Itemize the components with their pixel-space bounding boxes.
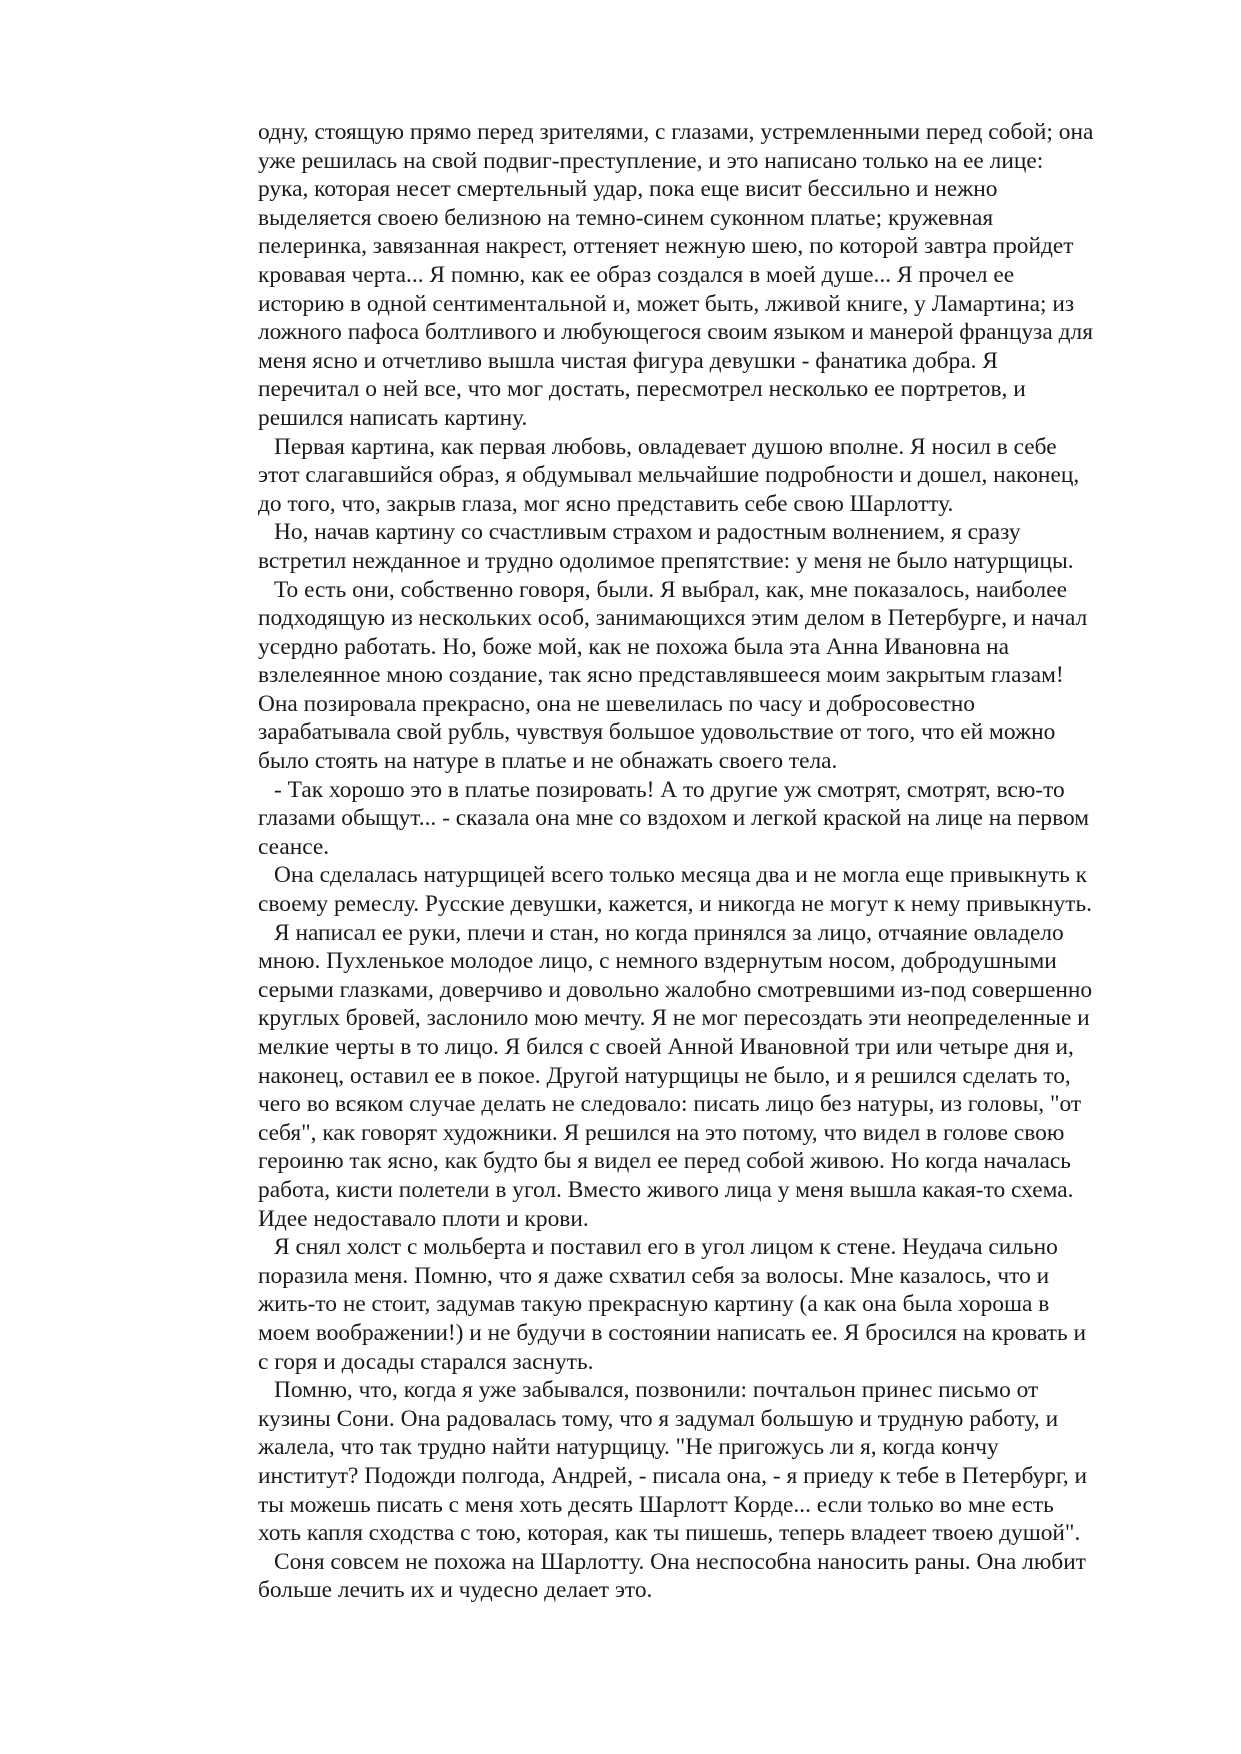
text-line: ты можешь писать с меня хоть десять Шарлотт Корде... если только во мне есть	[258, 1491, 1054, 1518]
text-line: мною. Пухленькое молодое лицо, с немного вздернутым носом, добродушными	[258, 948, 1057, 975]
text-line: этот слагавшийся образ, я обдумывал мельчайшие подробности и дошел, наконец,	[258, 462, 1080, 489]
text-line: кузины Сони. Она радовалась тому, что я задумал большую и трудную работу, и	[258, 1405, 1059, 1432]
paragraph-first-line: Я написал ее руки, плечи и стан, но когда принялся за лицо, отчаяние овладело	[274, 919, 1064, 946]
paragraph-first-line: Я снял холст с мольберта и поставил его в угол лицом к стене. Неудача сильно	[274, 1234, 1058, 1261]
text-line: усердно работать. Но, боже мой, как не похожа была эта Анна Ивановна на	[258, 633, 1010, 660]
paragraph-first-line: Помню, что, когда я уже забывался, позвонили: почтальон принес письмо от	[274, 1377, 1039, 1404]
text-line: историю в одной сентиментальной и, может быть, лживой книге, у Ламартина; из	[258, 290, 1075, 317]
text-line: одну, стоящую прямо перед зрителями, с глазами, устремленными перед собой; она	[258, 119, 1094, 145]
text-line: моем воображении!) и не будучи в состоянии написать ее. Я бросился на кровать и	[258, 1319, 1087, 1346]
text-line: меня ясно и отчетливо вышла чистая фигура девушки - фанатика добра. Я	[258, 347, 998, 374]
text-line: своему ремеслу. Русские девушки, кажется, и никогда не могут к нему привыкнуть.	[258, 891, 1092, 918]
text-line: перечитал о ней все, что мог достать, пересмотрел несколько ее портретов, и	[258, 376, 1026, 403]
text-line: зарабатывала свой рубль, чувствуя большое удовольствие от того, что ей можно	[258, 719, 1056, 746]
text-line: больше лечить их и чудесно делает это.	[258, 1577, 653, 1604]
paragraph-first-line: Она сделалась натурщицей всего только месяца два и не могла еще привыкнуть к	[274, 862, 1088, 889]
text-line: выделяется своею белизною на темно-синем суконном платье; кружевная	[258, 204, 994, 231]
text-line: было стоять на натуре в платье и не обнажать своего тела.	[258, 748, 838, 775]
text-line: поразила меня. Помню, что я даже схватил себя за волосы. Мне казалось, что и	[258, 1262, 1050, 1289]
text-line: круглых бровей, заслонило мою мечту. Я не мог пересоздать эти неопределенные и	[258, 1005, 1090, 1032]
text-line: серыми глазками, доверчиво и довольно жалобно смотревшими из-под совершенно	[258, 976, 1093, 1003]
paragraph-first-line: Соня совсем не похожа на Шарлотту. Она неспособна наносить раны. Она любит	[274, 1548, 1086, 1575]
text-line: уже решилась на свой подвиг-преступление, и это написано только на ее лице:	[258, 147, 1044, 174]
text-line: с горя и досады старался заснуть.	[258, 1348, 594, 1375]
text-line: подходящую из нескольких особ, занимающихся этим делом в Петербурге, и начал	[258, 605, 1088, 632]
text-line: пелеринка, завязанная накрест, оттеняет нежную шею, по которой завтра пройдет	[258, 233, 1074, 260]
text-line: работа, кисти полетели в угол. Вместо живого лица у меня вышла какая-то схема.	[258, 1176, 1074, 1203]
text-line: Идее недоставало плоти и крови.	[258, 1205, 589, 1232]
text-line: взлелеянное мною создание, так ясно представлявшееся моим закрытым глазам!	[258, 662, 1064, 689]
text-line: жить-то не стоит, задумав такую прекрасную картину (а как она была хороша в	[258, 1291, 1050, 1318]
text-line: глазами обыщут... - сказала она мне со вздохом и легкой краской на лице на первом	[258, 805, 1090, 832]
text-line: встретил нежданное и трудно одолимое препятствие: у меня не было натурщицы.	[258, 547, 1074, 574]
text-line: институт? Подожди полгода, Андрей, - писала она, - я приеду к тебе в Петербург, и	[258, 1462, 1088, 1489]
text-line: до того, что, закрыв глаза, мог ясно представить себе свою Шарлотту.	[258, 490, 954, 517]
text-line: кровавая черта... Я помню, как ее образ создался в моей душе... Я прочел ее	[258, 261, 1015, 288]
text-line: мелкие черты в то лицо. Я бился с своей Анной Ивановной три или четыре дня и,	[258, 1034, 1074, 1060]
text-line: чего во всяком случае делать не следовало: писать лицо без натуры, из головы, "от	[258, 1091, 1082, 1118]
text-line: решился написать картину.	[258, 404, 528, 431]
text-line: героиню так ясно, как будто бы я видел ее перед собой живою. Но когда началась	[258, 1148, 1071, 1175]
text-body	[258, 118, 1158, 1605]
paragraph-first-line: То есть они, собственно говоря, были. Я выбрал, как, мне показалось, наиболее	[274, 576, 1067, 603]
paragraph-first-line: Но, начав картину со счастливым страхом и радостным волнением, я сразу	[274, 519, 1021, 546]
text-line: себя", как говорят художники. Я решился на это потому, что видел в голове свою	[258, 1119, 1065, 1146]
text-line: ложного пафоса болтливого и любующегося своим языком и манерой француза для	[258, 319, 1093, 346]
paragraph-first-line: - Так хорошо это в платье позировать! А то другие уж смотрят, смотрят, всю-то	[274, 776, 1065, 803]
paragraph-first-line: Первая картина, как первая любовь, овладевает душою вполне. Я носил в себе	[274, 433, 1057, 460]
text-line: наконец, оставил ее в покое. Другой натурщицы не было, и я решился сделать то,	[258, 1062, 1071, 1089]
text-line: хоть капля сходства с тою, которая, как ты пишешь, теперь владеет твоею душой".	[258, 1520, 1081, 1547]
text-line: Она позировала прекрасно, она не шевелилась по часу и добросовестно	[258, 690, 975, 717]
text-line: жалела, что так трудно найти натурщицу. "Не пригожусь ли я, когда кончу	[258, 1434, 999, 1461]
document-page	[258, 118, 1158, 1605]
text-line: рука, которая несет смертельный удар, пока еще висит бессильно и нежно	[258, 176, 998, 203]
text-line: сеансе.	[258, 833, 330, 860]
